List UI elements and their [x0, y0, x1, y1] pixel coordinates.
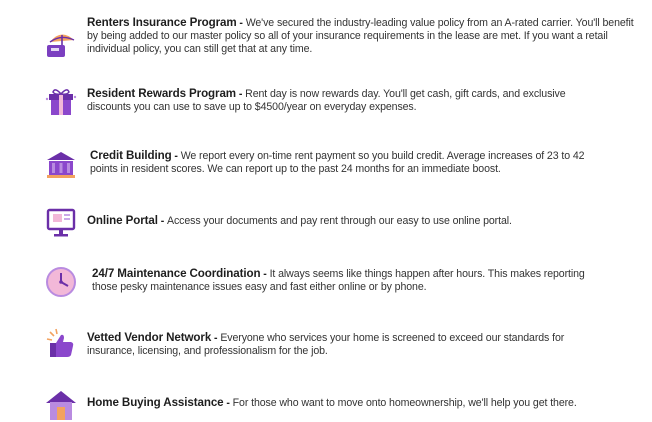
- benefit-description: Rent day is now rewards day. You'll get cash, gift cards, and exclusive discounts you can use to save up to $4500/year on everyday expenses.: [87, 88, 566, 113]
- benefit-title: Renters Insurance Program: [87, 16, 237, 29]
- umbrella-house-icon: [44, 26, 78, 60]
- benefit-description: We report every on-time rent payment so you build credit. Average increases of 23 to 42 points in resident scores. We can report up to the past 24 months for an immediate boost.: [90, 150, 585, 175]
- clock-icon: [44, 265, 78, 299]
- benefit-title: 24/7 Maintenance Coordination: [92, 267, 261, 280]
- benefit-description: For those who want to move onto homeownership, we'll help you get there.: [232, 397, 577, 409]
- benefit-title: Vetted Vendor Network: [87, 331, 212, 344]
- benefit-title: Resident Rewards Program: [87, 87, 237, 100]
- benefit-description: Access your documents and pay rent through our easy to use online portal.: [166, 215, 512, 227]
- benefit-title: Home Buying Assistance: [87, 396, 224, 409]
- benefit-description: It always seems like things happen after hours. This makes reporting those pesky maintenance issues easy and fast either online or by phone.: [92, 268, 585, 293]
- home-icon: [44, 388, 78, 422]
- benefit-title: Online Portal: [87, 214, 158, 227]
- credit-bank-icon: [44, 147, 78, 181]
- computer-monitor-icon: [44, 205, 78, 239]
- thumbs-up-badge-icon: [44, 326, 78, 360]
- benefit-title: Credit Building: [90, 149, 172, 162]
- benefit-description: We've secured the industry-leading value policy from an A-rated carrier. You'll benefit by being added to our master policy so all of your insurance requirements in the lease are met. If you want a retail individual policy, you can still get that at any time.: [87, 17, 634, 55]
- benefit-description: Everyone who services your home is screened to exceed our standards for insurance, licensing, and professionalism for the job.: [87, 332, 565, 357]
- gift-icon: [44, 85, 78, 119]
